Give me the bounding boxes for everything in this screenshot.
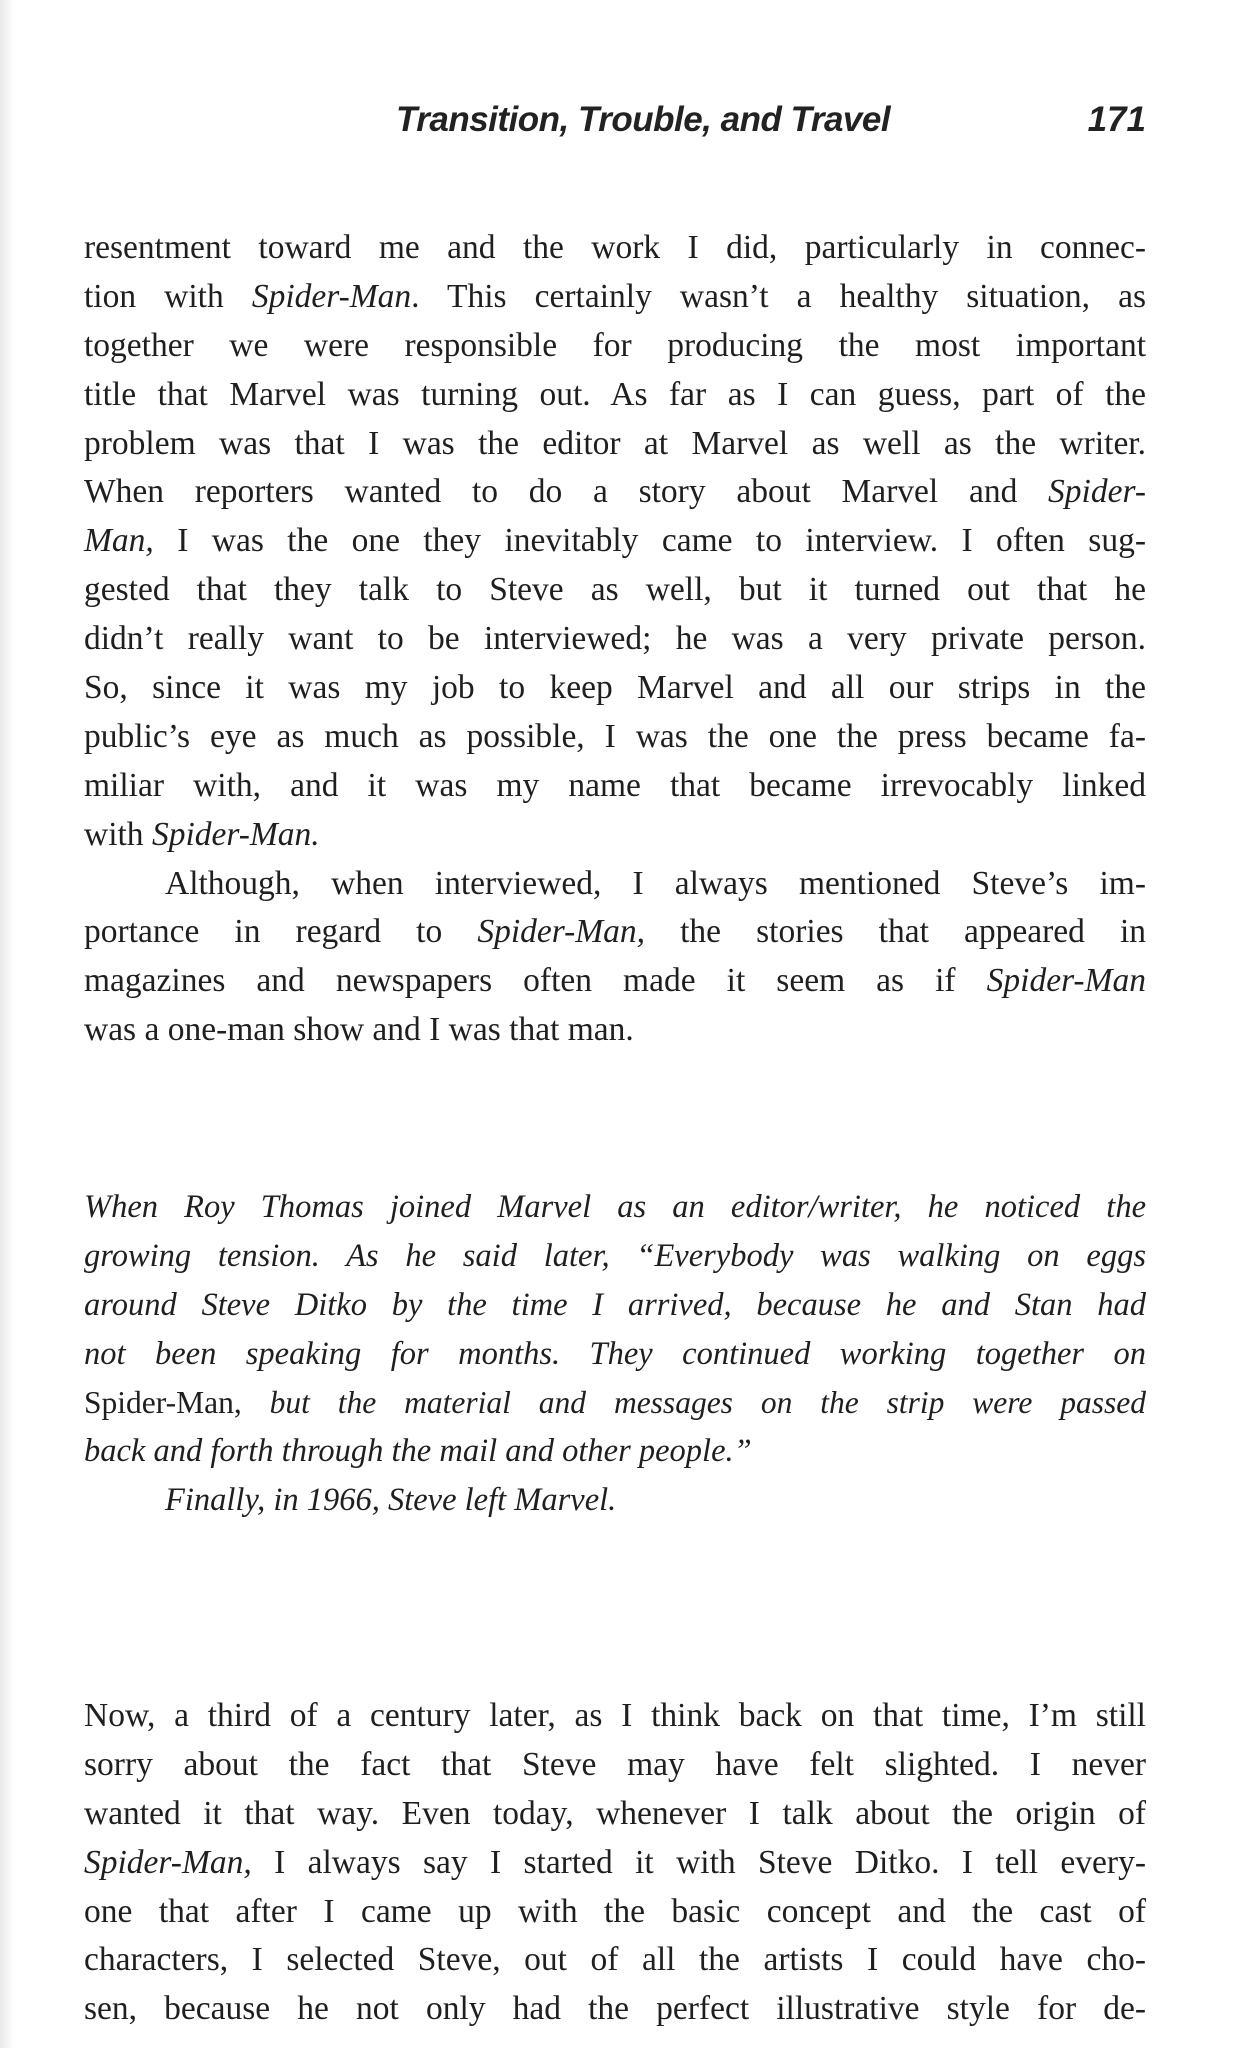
text-line: characters, I selected Steve, out of all the artists I could have cho- <box>84 1941 1146 1979</box>
text-line: around Steve Ditko by the time I arrived, because he and Stan had <box>84 1286 1146 1323</box>
text-line: Although, when interviewed, I always mentioned Steve’s im- <box>165 864 1146 902</box>
text-line <box>84 517 1146 566</box>
book-title-roman: Spider-Man, <box>84 1384 242 1420</box>
italic-interlude <box>84 1183 1146 1525</box>
text-fragment: with <box>84 815 152 853</box>
book-title-italic: Spider-Man <box>251 277 412 315</box>
text-line: sorry about the fact that Steve may have felt slighted. I never <box>84 1745 1146 1783</box>
main-text-block <box>84 224 1146 1055</box>
text-line: resentment toward me and the work I did, particularly in connec- <box>84 229 1146 266</box>
text-line: When Roy Thomas joined Marvel as an editor/writer, he noticed the <box>84 1189 1146 1225</box>
text-line: didn’t really want to be interviewed; he was a very private person. <box>84 620 1146 658</box>
book-title-italic: Spider-Man. <box>151 815 320 853</box>
book-title-italic: Spider-Man, <box>84 1843 252 1881</box>
text-line <box>84 908 1146 957</box>
text-fragment: portance in regard to <box>84 913 478 951</box>
text-line: growing tension. As he said later, “Everybody was walking on eggs <box>84 1237 1146 1274</box>
text-line <box>84 957 1146 1006</box>
text-line: gested that they talk to Steve as well, but it turned out that he <box>84 571 1146 609</box>
text-fragment: tion with <box>84 277 252 315</box>
book-title-italic: Spider-Man <box>986 962 1146 1000</box>
running-title: Transition, Trouble, and Travel <box>396 100 891 139</box>
text-line <box>84 273 1146 322</box>
text-fragment: . This certainly wasn’t a healthy situation, as <box>411 277 1146 315</box>
text-line: problem was that I was the editor at Marvel as well as the writer. <box>84 424 1146 462</box>
text-line: back and forth through the mail and other people.” <box>84 1433 752 1470</box>
page-header <box>84 100 1146 150</box>
text-line <box>84 811 1146 860</box>
text-fragment: I always say I started it with Steve Ditko. I tell every- <box>251 1843 1146 1881</box>
text-line: Now, a third of a century later, as I think back on that time, I’m still <box>84 1697 1146 1734</box>
text-line: one that after I came up with the basic concept and the cast of <box>84 1892 1146 1930</box>
text-line: public’s eye as much as possible, I was the one the press became fa- <box>84 717 1146 755</box>
text-line: was a one-man show and I was that man. <box>84 1011 634 1049</box>
text-line <box>84 1379 1146 1428</box>
book-title-italic: Man, <box>84 522 154 560</box>
text-fragment: I was the one they inevitably came to interview. I often sug- <box>153 522 1146 560</box>
text-fragment: When reporters wanted to do a story about Marvel and <box>84 473 1049 511</box>
text-line: title that Marvel was turning out. As far as I can guess, part of the <box>84 375 1146 413</box>
text-fragment: but the material and messages on the strip were passed <box>241 1384 1146 1420</box>
text-line: wanted it that way. Even today, whenever I talk about the origin of <box>84 1794 1146 1832</box>
text-line: Finally, in 1966, Steve left Marvel. <box>165 1482 617 1519</box>
text-line: sen, because he not only had the perfect illustrative style for de- <box>84 1990 1146 2028</box>
page-number: 171 <box>1087 100 1146 139</box>
text-line: not been speaking for months. They continued working together on <box>84 1335 1146 1372</box>
book-title-italic: Spider-Man, <box>477 913 646 951</box>
text-line: together we were responsible for producing the most important <box>84 326 1146 364</box>
scan-edge-shadow <box>0 0 14 2048</box>
text-line: miliar with, and it was my name that became irrevocably linked <box>84 766 1146 804</box>
text-fragment: magazines and newspapers often made it seem as if <box>84 962 987 1000</box>
text-line: So, since it was my job to keep Marvel and all our strips in the <box>84 669 1146 707</box>
closing-paragraph <box>84 1692 1146 2034</box>
book-title-italic: Spider- <box>1048 473 1146 511</box>
text-fragment: the stories that appeared in <box>645 913 1147 951</box>
text-line <box>84 1839 1146 1888</box>
text-line <box>84 468 1146 517</box>
